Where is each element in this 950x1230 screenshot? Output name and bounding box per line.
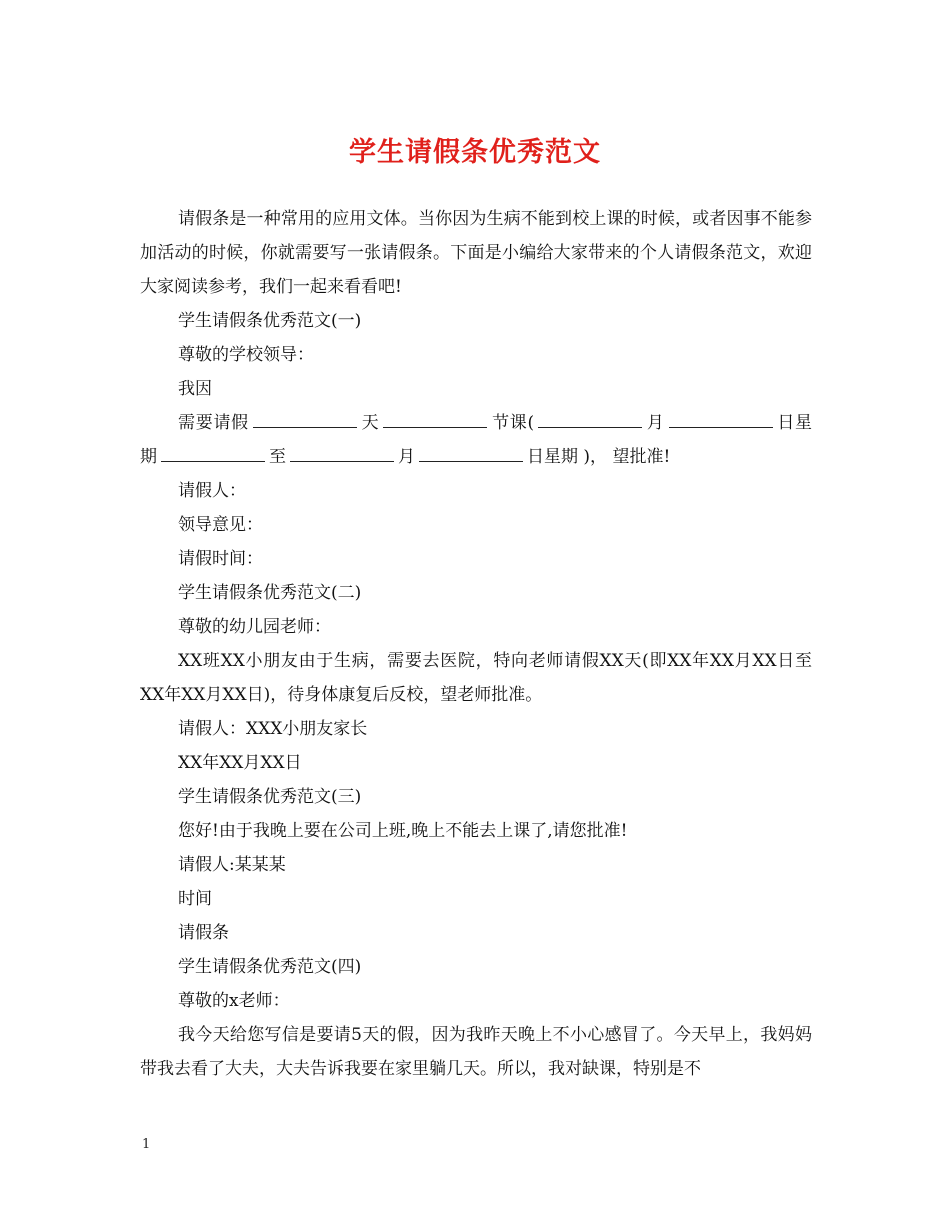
intro-paragraph: 请假条是一种常用的应用文体。当你因为生病不能到校上课的时候，或者因事不能参加活动的时候，你就需要写一张请假条。下面是小编给大家带来的个人请假条范文，欢迎大家阅读参考，我们一起来看看吧!: [140, 209, 812, 297]
blank-lessons: [383, 410, 487, 428]
page-number: 1: [142, 1137, 151, 1152]
section-heading-4: 学生请假条优秀范文(四): [178, 957, 362, 977]
form-text-7: 月: [398, 447, 415, 467]
section-heading-2: 学生请假条优秀范文(二): [178, 583, 362, 603]
leader-opinion-label: 领导意见：: [178, 515, 263, 535]
form-text-5: 日星期: [140, 413, 813, 467]
form-text-8: 日星期 )， 望批准!: [527, 447, 671, 467]
applicant-line-3: 请假人:某某某: [178, 855, 286, 875]
time-line-3: 时间: [178, 889, 212, 909]
body-paragraph-3: 您好!由于我晚上要在公司上班,晚上不能去上课了,请您批准!: [178, 821, 628, 841]
leave-form-line: [140, 406, 812, 474]
form-text-6: 至: [269, 447, 286, 467]
section-heading-1: 学生请假条优秀范文(一): [178, 311, 362, 331]
blank-days: [253, 410, 357, 428]
blank-end-day: [419, 444, 523, 462]
salutation-4: 尊敬的x老师：: [178, 991, 290, 1011]
reason-line: 我因: [178, 379, 212, 399]
document-body: [140, 202, 812, 1086]
document-title: 学生请假条优秀范文: [349, 137, 601, 168]
date-line-2: XX年XX月XX日: [178, 753, 302, 773]
leave-note-label: 请假条: [178, 923, 229, 943]
blank-start-weekday: [161, 444, 265, 462]
leave-time-label: 请假时间：: [178, 549, 263, 569]
blank-end-month: [290, 444, 394, 462]
form-text-3: 节课(: [491, 413, 535, 433]
salutation-1: 尊敬的学校领导：: [178, 345, 314, 365]
body-paragraph-2: XX班XX小朋友由于生病，需要去医院，特向老师请假XX天(即XX年XX月XX日至XX年XX月XX日)，待身体康复后反校，望老师批准。: [140, 651, 812, 705]
blank-start-month: [538, 410, 642, 428]
salutation-2: 尊敬的幼儿园老师：: [178, 617, 331, 637]
form-text-2: 天: [360, 413, 380, 433]
body-paragraph-4: 我今天给您写信是要请5天的假，因为我昨天晚上不小心感冒了。今天早上，我妈妈带我去看了大夫，大夫告诉我要在家里躺几天。所以，我对缺课，特别是不: [140, 1025, 812, 1079]
applicant-label-1: 请假人：: [178, 481, 246, 501]
section-heading-3: 学生请假条优秀范文(三): [178, 787, 362, 807]
form-text-4: 月: [646, 413, 665, 433]
blank-start-day: [669, 410, 773, 428]
applicant-line-2: 请假人：XXX小朋友家长: [178, 719, 368, 739]
form-text-1: 需要请假: [178, 413, 249, 433]
